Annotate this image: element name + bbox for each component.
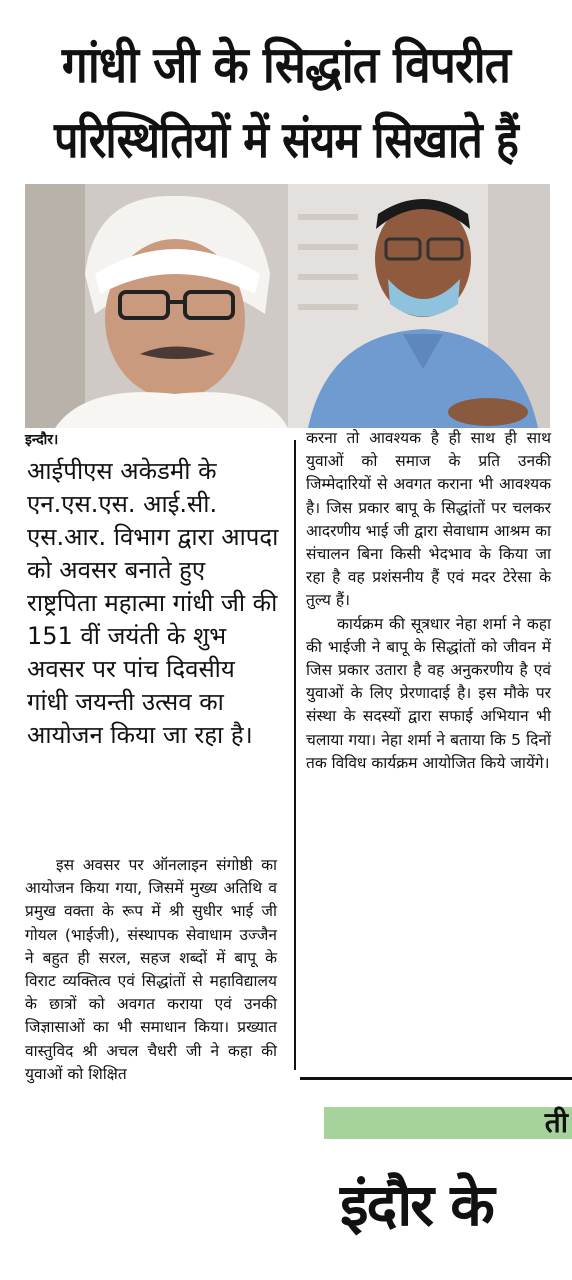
headline-line-1: गांधी जी के सिद्धांत विपरीत [61, 36, 511, 94]
body-left-paragraph: इस अवसर पर ऑनलाइन संगोष्ठी का आयोजन किया गया, जिसमें मुख्य अतिथि व प्रमुख वक्ता के रूप में श्री सुधीर भाई जी गोयल (भाईजी), संस्थापक सेवाधाम उज्जैन ने बहुत ही सरल, सहज शब्दों में बापू के विराट व्यक्तित्व एवं सिद्धांतों से महाविद्यालय के छात्रों को अवगत कराया एवं उनकी जिज्ञासाओं का भी समाधान किया। प्रख्यात वास्तुविद श्री अचल चैधरी जी ने कहा की युवाओं को शिक्षित [25, 856, 277, 1083]
next-story-band [324, 1107, 572, 1139]
photo-speaker-turban [25, 184, 288, 428]
lede-paragraph [27, 455, 282, 752]
next-story-band-text: ती [544, 1106, 568, 1139]
body-column-right [306, 427, 551, 775]
body-column-left [25, 854, 277, 1086]
lede-text: आईपीएस अकेडमी के एन.एस.एस. आई.सी. एस.आर. विभाग द्वारा आपदा को अवसर बनाते हुए राष्ट्रपिता महात्मा गांधी जी की 151 वीं जयंती के शुभ अवसर पर पांच दिवसीय गांधी जयन्ती उत्सव का आयोजन किया जा रहा है। [27, 457, 279, 749]
next-story-headline: इंदौर के [340, 1171, 493, 1239]
dateline: इन्दौर। [25, 432, 59, 448]
body-right-paragraph-1: करना तो आवश्यक है ही साथ ही साथ युवाओं को समाज के प्रति उनकी जिम्मेदारियों से अवगत कराना भी आवश्यक है। जिस प्रकार बापू के सिद्धांतों पर चलकर आदरणीय भाई जी द्वारा सेवाधाम आश्रम का संचालन बिना किसी भेदभाव के किया जा रहा है वह प्रशंसनीय हैं एवं मदर टेरेसा के तुल्य हैं। [306, 429, 551, 610]
story-separator [300, 1077, 572, 1080]
column-divider [294, 440, 296, 1070]
headline-line-2: परिस्थितियों में संयम सिखाते हैं [54, 111, 518, 169]
photo-speaker-mask [288, 184, 550, 428]
body-right-paragraph-2: कार्यक्रम की सूत्रधार नेहा शर्मा ने कहा की भाईजी ने बापू के सिद्धांतों को जीवन में जिस प्रकार उतारा है वह अनुकरणीय है एवं युवाओं के लिए प्रेरणादाई है। इस मौके पर संस्था के सदस्यों द्वारा सफाई अभियान भी चलाया गया। नेहा शर्मा ने बताया कि 5 दिनों तक विविध कार्यक्रम आयोजित किये जायेंगे। [306, 614, 551, 772]
